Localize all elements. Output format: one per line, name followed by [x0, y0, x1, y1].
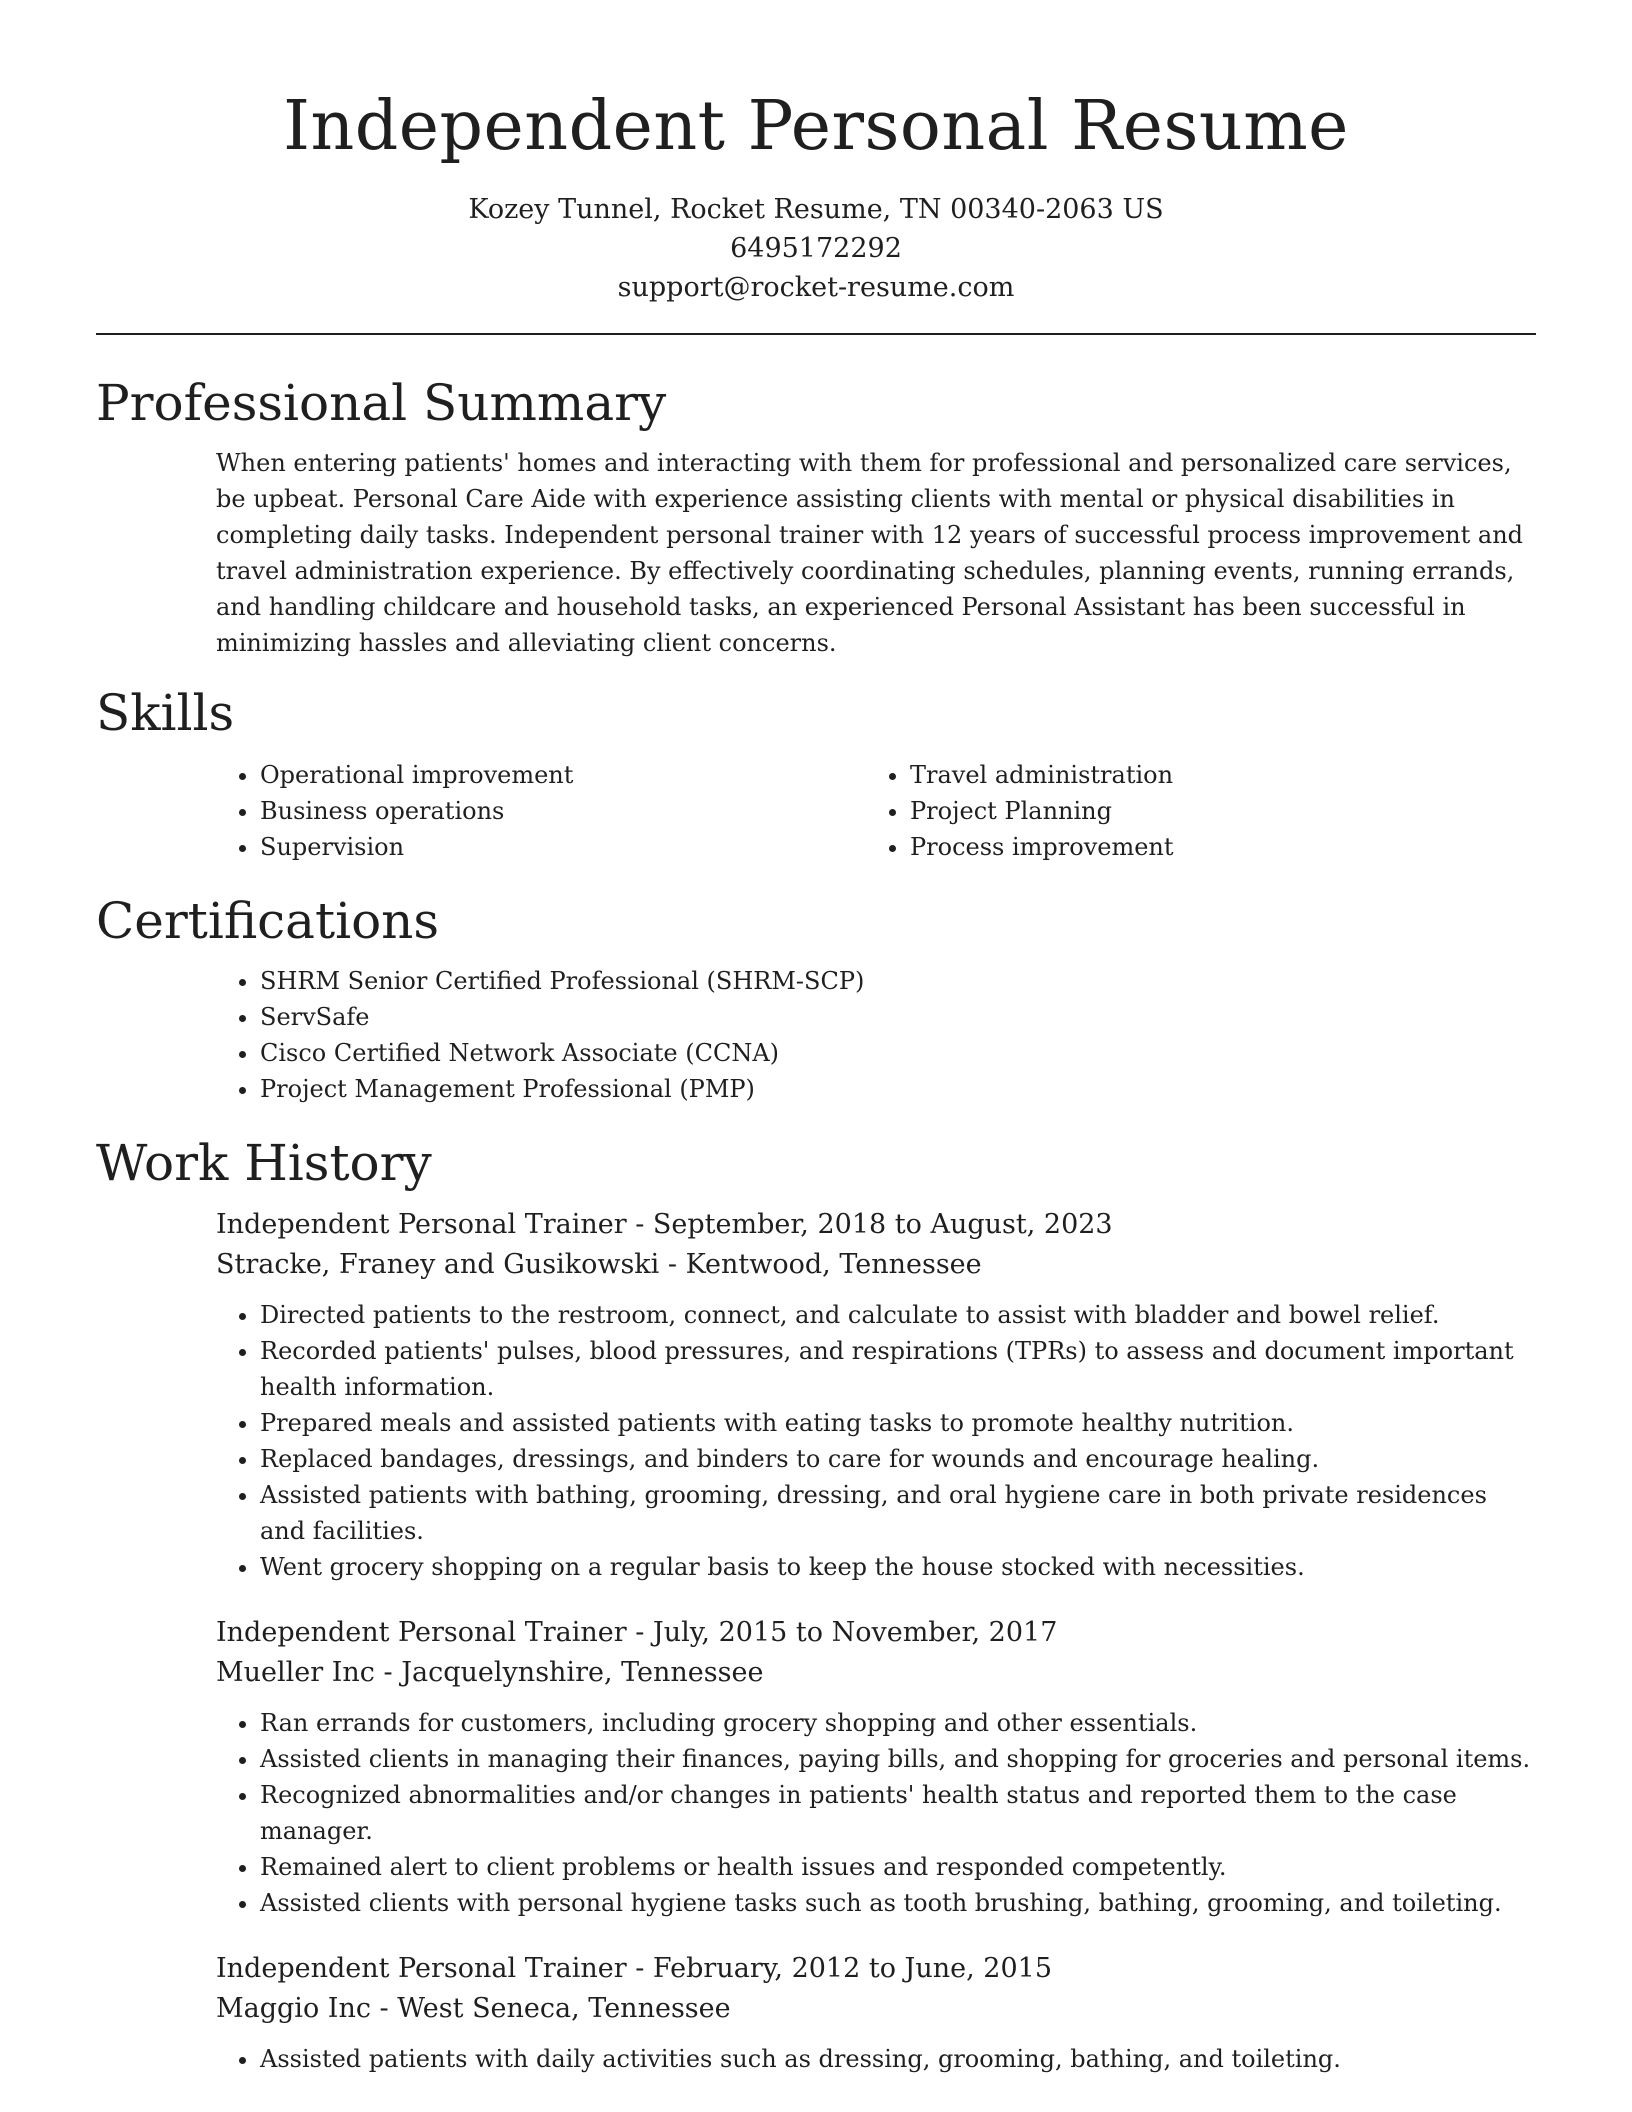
certification-item: • Cisco Certified Network Associate (CCNA)	[260, 1035, 1536, 1071]
job-bullet: • Assisted patients with daily activities such as dressing, grooming, bathing, and toileting.	[260, 2041, 1536, 2077]
job-company-location: Stracke, Franey and Gusikowski - Kentwood, Tennessee	[216, 1249, 982, 1280]
skill-item: • Travel administration	[910, 757, 1516, 793]
job-bullet: • Assisted clients with personal hygiene tasks such as tooth brushing, bathing, grooming, and toileting.	[260, 1885, 1536, 1921]
work-history-section	[96, 1131, 1536, 2077]
contact-block	[96, 190, 1536, 307]
job-bullets	[216, 2041, 1536, 2077]
job-bullets	[216, 1705, 1536, 1921]
resume-header	[96, 0, 1536, 307]
skill-item: • Project Planning	[910, 793, 1516, 829]
contact-address: Kozey Tunnel, Rocket Resume, TN 00340-2063 US	[468, 194, 1164, 225]
skills-grid	[216, 757, 1536, 865]
job-bullet: • Recognized abnormalities and/or changes in patients' health status and reported them to the case manager.	[260, 1777, 1536, 1849]
certification-item: • Project Management Professional (PMP)	[260, 1071, 1536, 1107]
job-entry	[216, 1613, 1536, 1921]
job-bullet: • Assisted patients with bathing, grooming, dressing, and oral hygiene care in both private residences and facilities.	[260, 1477, 1536, 1549]
resume-title: Independent Personal Resume	[283, 87, 1349, 166]
job-entry	[216, 1949, 1536, 2077]
work-history-heading: Work History	[96, 1134, 432, 1192]
certification-item: • SHRM Senior Certified Professional (SHRM-SCP)	[260, 963, 1536, 999]
skill-item: • Business operations	[260, 793, 866, 829]
skill-item: • Operational improvement	[260, 757, 866, 793]
resume-page	[96, 0, 1536, 2077]
skill-item: • Supervision	[260, 829, 866, 865]
header-divider	[96, 333, 1536, 335]
skill-item: • Process improvement	[910, 829, 1516, 865]
job-bullet: • Recorded patients' pulses, blood pressures, and respirations (TPRs) to assess and document important health information.	[260, 1333, 1536, 1405]
summary-section	[96, 371, 1536, 661]
job-role-dates: Independent Personal Trainer - September, 2018 to August, 2023	[216, 1209, 1113, 1240]
certifications-heading: Certifications	[96, 892, 440, 950]
job-company-location: Mueller Inc - Jacquelynshire, Tennessee	[216, 1657, 764, 1688]
skills-heading: Skills	[96, 684, 235, 742]
contact-phone: 6495172292	[730, 233, 902, 264]
job-bullet: • Prepared meals and assisted patients with eating tasks to promote healthy nutrition.	[260, 1405, 1536, 1441]
job-bullet: • Assisted clients in managing their finances, paying bills, and shopping for groceries and personal items.	[260, 1741, 1536, 1777]
job-bullets	[216, 1297, 1536, 1585]
job-bullet: • Directed patients to the restroom, connect, and calculate to assist with bladder and bowel relief.	[260, 1297, 1536, 1333]
summary-text: When entering patients' homes and interacting with them for professional and personalized care services, be upbeat. Personal Care Aide with experience assisting clients with mental or physical disabilities in completing daily tasks. Independent personal trainer with 12 years of successful process improvement and travel administration experience. By effectively coordinating schedules, planning events, running errands, and handling childcare and household tasks, an experienced Personal Assistant has been successful in minimizing hassles and alleviating client concerns.	[216, 449, 1524, 657]
job-company-location: Maggio Inc - West Seneca, Tennessee	[216, 1993, 731, 2024]
skills-column-right	[866, 757, 1516, 865]
job-bullet: • Ran errands for customers, including grocery shopping and other essentials.	[260, 1705, 1536, 1741]
job-entry	[216, 1205, 1536, 1585]
certifications-list	[216, 963, 1536, 1107]
job-role-dates: Independent Personal Trainer - July, 2015 to November, 2017	[216, 1617, 1058, 1648]
summary-heading: Professional Summary	[96, 374, 667, 432]
job-bullet: • Replaced bandages, dressings, and binders to care for wounds and encourage healing.	[260, 1441, 1536, 1477]
job-bullet: • Remained alert to client problems or health issues and responded competently.	[260, 1849, 1536, 1885]
job-role-dates: Independent Personal Trainer - February, 2012 to June, 2015	[216, 1953, 1053, 1984]
skills-column-left	[216, 757, 866, 865]
certification-item: • ServSafe	[260, 999, 1536, 1035]
contact-email: support@rocket-resume.com	[617, 272, 1015, 303]
skills-section	[96, 681, 1536, 865]
job-bullet: • Went grocery shopping on a regular basis to keep the house stocked with necessities.	[260, 1549, 1536, 1585]
certifications-section	[96, 889, 1536, 1107]
